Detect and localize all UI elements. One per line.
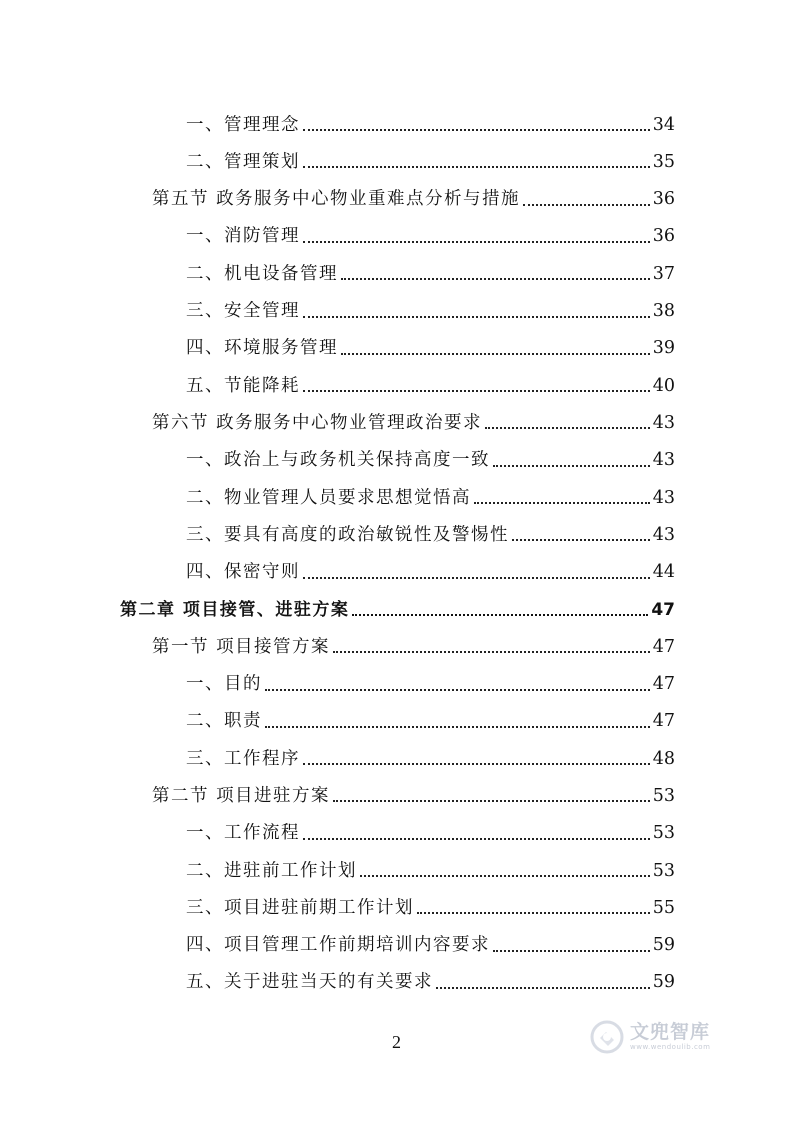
- toc-entry-page: 35: [652, 151, 675, 172]
- toc-entry-title: 第二章 项目接管、进驻方案: [120, 599, 350, 620]
- toc-entry-section[interactable]: [152, 626, 675, 656]
- toc-entry-item[interactable]: [186, 664, 675, 694]
- toc-leader-dots: [303, 577, 650, 579]
- toc-entry-item[interactable]: [186, 738, 675, 768]
- toc-entry-page: 43: [652, 412, 675, 433]
- toc-entry-item[interactable]: [186, 962, 675, 992]
- watermark: [590, 1020, 710, 1054]
- toc-leader-dots: [417, 912, 650, 914]
- toc-entry-page: 38: [652, 301, 675, 321]
- toc-entry-title: 二、职责: [186, 711, 262, 732]
- toc-entry-section[interactable]: [152, 179, 675, 209]
- toc-entry-title: 三、要具有高度的政治敏锐性及警惕性: [186, 524, 509, 545]
- toc-entry-item[interactable]: [186, 253, 675, 283]
- toc-entry-item[interactable]: [186, 440, 675, 470]
- toc-entry-title: 五、关于进驻当天的有关要求: [186, 972, 433, 993]
- toc-leader-dots: [485, 427, 650, 429]
- toc-leader-dots: [303, 838, 650, 840]
- toc-entry-page: 47: [652, 636, 675, 657]
- toc-entry-page: 37: [652, 263, 675, 284]
- toc-entry-page: 47: [652, 674, 675, 694]
- toc-entry-page: 48: [652, 748, 675, 769]
- toc-entry-title: 二、管理策划: [186, 151, 300, 172]
- toc-entry-page: 39: [652, 338, 675, 359]
- toc-entry-page: 59: [652, 935, 675, 956]
- toc-entry-page: 59: [652, 972, 675, 993]
- toc-entry-page: 40: [652, 375, 675, 396]
- toc-entry-title: 一、消防管理: [186, 226, 300, 247]
- toc-entry-chapter[interactable]: [120, 589, 675, 619]
- toc-leader-dots: [303, 763, 650, 765]
- toc-entry-title: 四、保密守则: [186, 562, 300, 583]
- toc-entry-page: 44: [652, 562, 675, 583]
- toc-entry-page: 53: [652, 860, 675, 881]
- toc-entry-title: 三、工作程序: [186, 748, 300, 769]
- toc-entry-page: 36: [652, 226, 675, 247]
- toc-entry-title: 一、政治上与政务机关保持高度一致: [186, 450, 490, 471]
- toc-entry-item[interactable]: [186, 813, 675, 843]
- toc-leader-dots: [474, 502, 650, 504]
- toc-entry-page: 43: [652, 450, 675, 471]
- toc-entry-title: 三、项目进驻前期工作计划: [186, 897, 414, 918]
- toc-leader-dots: [333, 651, 650, 653]
- watermark-name: 文兜智库: [630, 1021, 711, 1043]
- toc-entry-title: 一、工作流程: [186, 823, 300, 844]
- toc-leader-dots: [512, 539, 650, 541]
- toc-entry-item[interactable]: [186, 887, 675, 917]
- watermark-logo-icon: [590, 1020, 624, 1054]
- toc-entry-title: 二、机电设备管理: [186, 263, 338, 284]
- toc-entry-item[interactable]: [186, 328, 675, 358]
- toc-entry-page: 34: [652, 114, 675, 135]
- toc-entry-page: 43: [652, 487, 675, 508]
- toc-entry-title: 一、目的: [186, 674, 262, 694]
- toc-entry-page: 43: [652, 524, 675, 545]
- toc-entry-page: 47: [652, 711, 675, 732]
- toc-entry-title: 一、管理理念: [186, 114, 300, 135]
- toc-entry-page: 55: [652, 897, 675, 918]
- toc-entry-title: 第六节 政务服务中心物业管理政治要求: [152, 412, 483, 433]
- toc-entry-page: 47: [651, 599, 675, 620]
- toc-entry-item[interactable]: [186, 850, 675, 880]
- toc-entry-item[interactable]: [186, 701, 675, 731]
- toc-leader-dots: [493, 465, 650, 467]
- toc-leader-dots: [303, 166, 650, 168]
- toc-entry-item[interactable]: [186, 104, 675, 134]
- toc-entry-item[interactable]: [186, 291, 675, 321]
- page-number: 2: [392, 1032, 401, 1052]
- toc-entry-item[interactable]: [186, 141, 675, 171]
- toc-leader-dots: [436, 987, 650, 989]
- toc-leader-dots: [265, 689, 650, 691]
- toc-entry-title: 三、安全管理: [186, 301, 300, 321]
- toc-leader-dots: [341, 353, 650, 355]
- toc-entry-title: 四、项目管理工作前期培训内容要求: [186, 935, 490, 956]
- toc-entry-page: 53: [652, 785, 675, 806]
- toc-leader-dots: [341, 278, 650, 280]
- toc-leader-dots: [303, 129, 650, 131]
- toc-entry-item[interactable]: [186, 925, 675, 955]
- toc-entry-section[interactable]: [152, 775, 675, 805]
- toc-entry-page: 53: [652, 823, 675, 844]
- toc-leader-dots: [303, 316, 650, 318]
- toc-leader-dots: [360, 875, 650, 877]
- toc-entry-title: 五、节能降耗: [186, 375, 300, 396]
- toc-entry-item[interactable]: [186, 365, 675, 395]
- toc-entry-title: 第五节 政务服务中心物业重难点分析与措施: [152, 189, 521, 210]
- toc-entry-title: 第一节 项目接管方案: [152, 636, 331, 657]
- toc-leader-dots: [333, 800, 650, 802]
- watermark-url: www.wendoulib.com: [630, 1043, 711, 1051]
- toc-entry-item[interactable]: [186, 514, 675, 544]
- toc-entry-item[interactable]: [186, 216, 675, 246]
- toc-leader-dots: [493, 950, 650, 952]
- toc-leader-dots: [303, 390, 650, 392]
- toc-entry-title: 二、物业管理人员要求思想觉悟高: [186, 487, 471, 508]
- toc-entry-title: 二、进驻前工作计划: [186, 860, 357, 881]
- toc-leader-dots: [352, 614, 648, 616]
- toc-entry-title: 第二节 项目进驻方案: [152, 785, 331, 806]
- toc-entry-title: 四、环境服务管理: [186, 338, 338, 359]
- toc-entry-page: 36: [652, 189, 675, 210]
- toc-entry-item[interactable]: [186, 477, 675, 507]
- toc-entry-section[interactable]: [152, 402, 675, 432]
- toc-leader-dots: [265, 726, 650, 728]
- toc-leader-dots: [303, 241, 650, 243]
- toc-leader-dots: [523, 204, 650, 206]
- toc-entry-item[interactable]: [186, 552, 675, 582]
